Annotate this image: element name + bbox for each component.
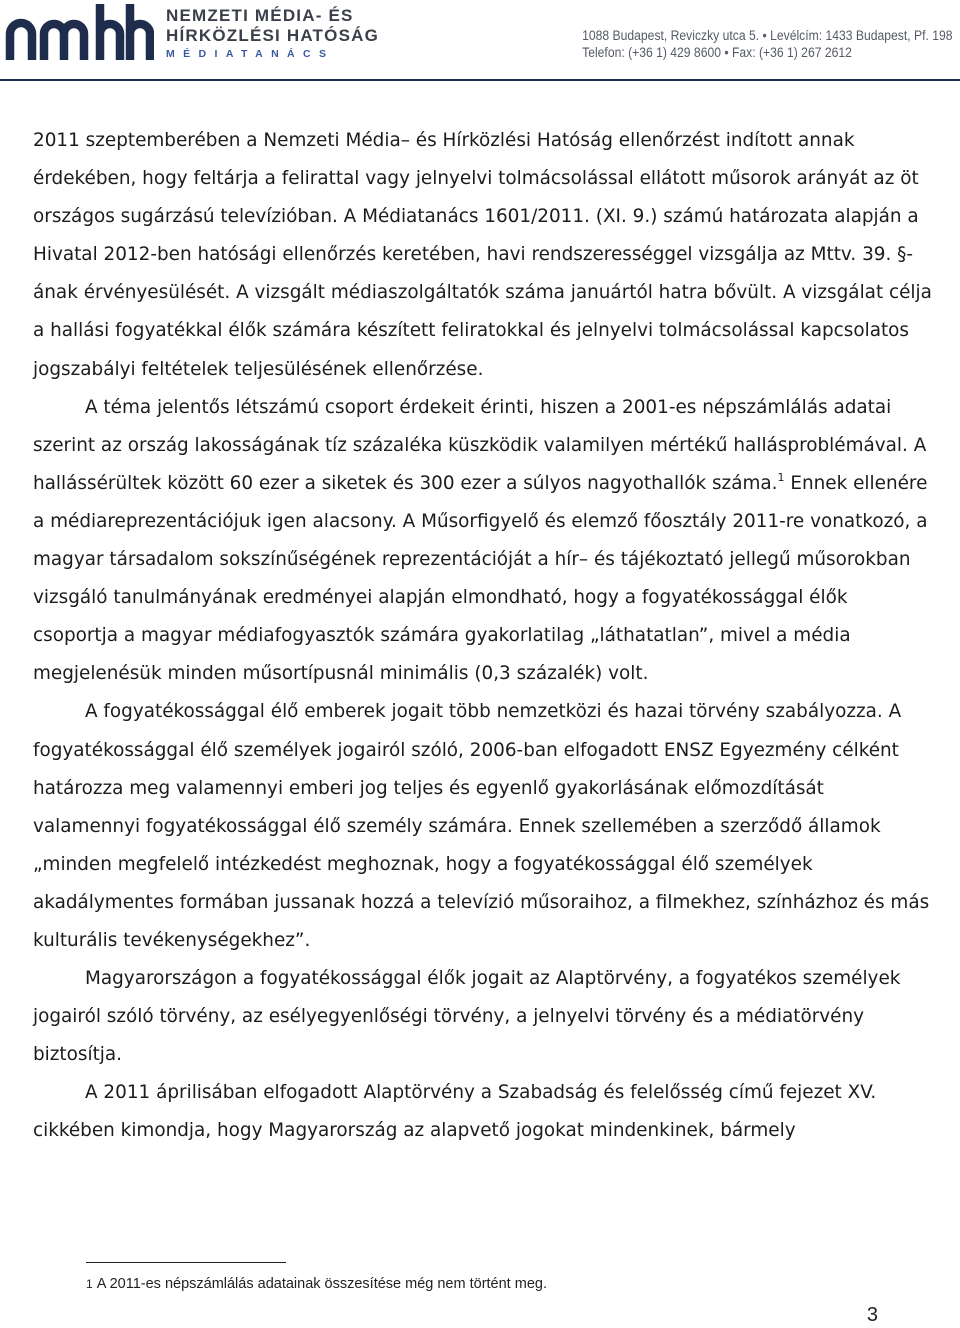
footnote-number: 1: [86, 1277, 93, 1291]
paragraph-4: Magyarországon a fogyatékossággal élők jogait az Alaptörvény, a fogyatékos személyek jogairól szóló törvény, az esélyegyenlőségi törvény, a jelnyelvi törvény és a médiatörvény biztosítja.: [33, 968, 901, 1066]
org-name-line1: NEMZETI MÉDIA- ÉS: [166, 6, 354, 25]
footnote-text: A 2011-es népszámlálás adatainak összesítése még nem történt meg.: [96, 1276, 547, 1292]
paragraph-1: 2011 szeptemberében a Nemzeti Média– és Hírközlési Hatóság ellenőrzést indított annak érdekében, hogy feltárja a felirattal vagy jelnyelvi tolmácsolással ellátott műsorok arányát az öt országos sugárzású televízióban. A Médiatanács 1601/2011. (XI. 9.) számú határozata alapján a Hivatal 2012-ben hatósági ellenőrzés keretében, havi rendszerességgel vizsgálja az Mttv. 39. §-ának érvényesülését. A vizsgált médiaszolgáltatók száma januártól hatra bővült. A vizsgálat célja a hallási fogyatékkal élők számára készített feliratokkal és jelnyelvi tolmácsolással kapcsolatos jogszabályi feltételek teljesülésének ellenőrzése.: [33, 130, 932, 380]
paragraph-2-text-b: Ennek ellenére a médiareprezentációjuk igen alacsony. A Műsorfigyelő és elemző főosztály 2011-re vonatkozó, a magyar társadalom sokszínűségének reprezentációját a hír– és tájékoztató jellegű műsorokban vizsgáló tanulmányának eredményei alapján elmondható, hogy a fogyatékossággal élők csoportja a magyar médiafogyasztók számára gyakorlatilag „láthatatlan”, mivel a média megjelenésük minden műsortípusnál minimális (0,3 százalék) volt.: [33, 472, 928, 685]
footnote-reference[interactable]: 1: [777, 470, 785, 484]
page-number: 3: [866, 1304, 878, 1326]
phone-fax-line: Telefon: (+36 1) 429 8600 • Fax: (+36 1) 267 2612: [581, 45, 852, 60]
address-line: 1088 Budapest, Reviczky utca 5. • Levélcím: 1433 Budapest, Pf. 198: [581, 28, 952, 43]
organization-name: [166, 6, 379, 60]
org-name-line2: HÍRKÖZLÉSI HATÓSÁG: [166, 26, 380, 45]
document-body: [33, 122, 933, 1151]
footnote: [86, 1276, 547, 1292]
nmhh-logo-icon: [4, 0, 154, 62]
paragraph-5: A 2011 áprilisában elfogadott Alaptörvény a Szabadság és felelősség című fejezet XV. cikkében kimondja, hogy Magyarország az alapvető jogokat mindenkinek, bármely: [33, 1082, 877, 1142]
contact-address: [582, 27, 952, 61]
org-subtitle: MÉDIATANÁCS: [166, 48, 335, 60]
paragraph-2-text-a: A téma jelentős létszámú csoport érdekeit érinti, hiszen a 2001-es népszámlálás adatai szerint az ország lakosságának tíz százaléka küszködik valamilyen mértékű hallásproblémával. A hallássérültek között 60 ezer a siketek és 300 ezer a súlyos nagyothallók száma.: [33, 396, 927, 494]
letterhead: [0, 0, 960, 80]
paragraph-2: [33, 389, 933, 694]
header-divider: [0, 79, 960, 81]
footnote-divider: [86, 1262, 286, 1263]
paragraph-3: A fogyatékossággal élő emberek jogait több nemzetközi és hazai törvény szabályozza. A fogyatékossággal élő személyek jogairól szóló, 2006-ban elfogadott ENSZ Egyezmény célként határozza meg valamennyi emberi jog teljes és egyenlő gyakorlásának előmozdítását valamennyi fogyatékossággal élő személy számára. Ennek szellemében a szerződő államok „minden megfelelő intézkedést meghoznak, hogy a fogyatékossággal élő személyek akadálymentes formában jussanak hozzá a televízió műsoraihoz, a filmekhez, színházhoz és más kulturális tevékenységekhez”.: [33, 701, 930, 951]
